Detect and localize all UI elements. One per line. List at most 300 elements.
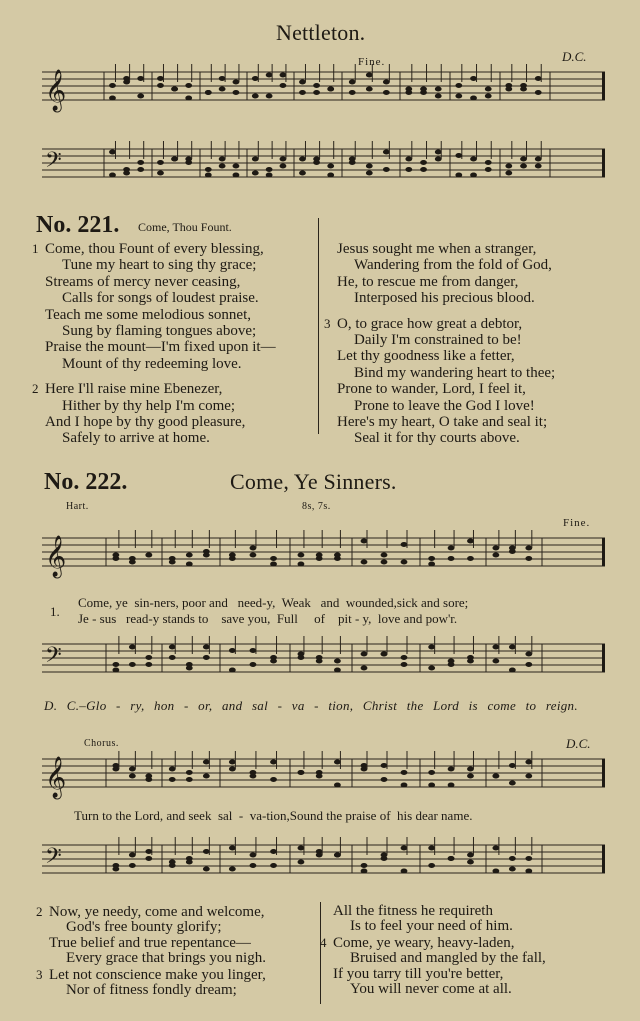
hymn-222-title: Come, Ye Sinners.: [230, 469, 397, 494]
verse-line: [326, 332, 555, 348]
note-head: [171, 87, 178, 92]
note-head: [298, 770, 305, 775]
note-head: [186, 666, 193, 671]
note-head: [233, 80, 240, 85]
hymn-222-lyric-line-1: Come, ye sin-ners, poor and need-y, Weak and wounded,sick and sore;: [78, 595, 469, 610]
hymn-222-bass-staff: [42, 640, 607, 690]
verse-text: Nor of fitness fondly dream;: [66, 982, 237, 999]
verse-line: [38, 936, 266, 951]
verse-text: All the fitness he requireth: [333, 903, 493, 919]
note-head: [145, 553, 152, 558]
verse-text: Calls for songs of loudest praise.: [62, 290, 259, 307]
note-head: [334, 783, 341, 788]
note-head: [492, 869, 499, 874]
verse-line: [322, 967, 546, 982]
note-head: [361, 863, 368, 868]
treble-clef-icon: 𝄞: [45, 757, 67, 797]
note-head: [401, 560, 408, 565]
note-head: [383, 90, 390, 95]
note-head: [492, 659, 499, 664]
note-head: [525, 869, 532, 874]
note-head: [298, 860, 305, 865]
note-head: [145, 662, 152, 667]
verse-text: Every grace that brings you nigh.: [66, 950, 266, 967]
verse-line: [38, 951, 266, 966]
final-barline: [602, 538, 605, 566]
note-head: [505, 171, 512, 176]
note-head: [435, 94, 442, 99]
note-head: [316, 556, 323, 561]
verse-line: [326, 381, 555, 397]
treble-clef-icon: 𝄞: [45, 70, 67, 110]
note-head: [109, 96, 116, 101]
note-head: [405, 90, 412, 95]
note-head: [250, 770, 257, 775]
verse-text: Safely to arrive at home.: [62, 430, 210, 447]
note-head: [401, 542, 408, 547]
note-head: [525, 652, 532, 657]
verse-line: [326, 348, 555, 364]
note-head: [405, 167, 412, 172]
note-head: [137, 167, 144, 172]
note-head: [361, 652, 368, 657]
note-head: [186, 777, 193, 782]
note-head: [171, 157, 178, 162]
note-head: [270, 655, 277, 660]
note-head: [169, 655, 176, 660]
verse-text: Prone to leave the God I love!: [354, 397, 535, 414]
note-head: [185, 83, 192, 88]
verse-line: [326, 274, 555, 290]
note-head: [535, 76, 542, 81]
note-head: [203, 760, 210, 765]
hymn-221-number: No. 221.: [36, 212, 120, 238]
note-head: [505, 87, 512, 92]
verse-line: [322, 951, 546, 966]
note-head: [361, 767, 368, 772]
verse-line: [326, 430, 555, 446]
note-head: [420, 167, 427, 172]
note-head: [137, 76, 144, 81]
note-head: [428, 863, 435, 868]
note-head: [428, 556, 435, 561]
note-head: [250, 662, 257, 667]
verse-line: [326, 316, 555, 332]
note-head: [219, 157, 226, 162]
note-head: [470, 157, 477, 162]
note-head: [203, 645, 210, 650]
note-head: [250, 553, 257, 558]
note-head: [250, 853, 257, 858]
verse-text: Here's my heart, O take and seal it;: [337, 414, 548, 431]
note-head: [229, 553, 236, 558]
fine-mark: Fine.: [358, 56, 386, 68]
hymn-221-right-column: [326, 241, 555, 447]
note-head: [366, 73, 373, 78]
note-head: [448, 546, 455, 551]
note-head: [467, 556, 474, 561]
note-head: [205, 173, 212, 178]
hymn-222-treble-staff: [42, 534, 607, 584]
note-head: [185, 96, 192, 101]
note-head: [535, 90, 542, 95]
verse-line: [322, 919, 546, 934]
verse-text: Interposed his precious blood.: [354, 290, 535, 307]
note-head: [467, 767, 474, 772]
stanza-number: 4: [320, 934, 327, 950]
note-head: [299, 80, 306, 85]
note-head: [366, 87, 373, 92]
note-head: [535, 157, 542, 162]
verse-line: [34, 414, 276, 430]
verse-text: And I hope by thy good pleasure,: [45, 414, 246, 431]
note-head: [233, 173, 240, 178]
note-head: [509, 763, 516, 768]
note-head: [270, 760, 277, 765]
column-divider: [320, 902, 321, 1004]
stanza-number: 1: [32, 241, 39, 256]
note-head: [401, 655, 408, 660]
note-head: [327, 173, 334, 178]
note-head: [266, 173, 273, 178]
note-head: [316, 853, 323, 858]
final-barline: [602, 759, 605, 787]
note-head: [334, 659, 341, 664]
note-head: [157, 76, 164, 81]
note-head: [492, 553, 499, 558]
verse-text: Sung by flaming tongues above;: [62, 323, 257, 340]
note-head: [229, 760, 236, 765]
column-divider: [318, 218, 319, 434]
note-head: [492, 846, 499, 851]
note-head: [219, 87, 226, 92]
note-head: [383, 150, 390, 155]
note-head: [270, 556, 277, 561]
hymn-222-number: No. 222.: [44, 469, 128, 495]
verse-text: Come, ye weary, heavy-laden,: [333, 934, 515, 951]
note-head: [229, 867, 236, 872]
treble-clef-icon: 𝄞: [45, 536, 67, 576]
verse-line: [38, 920, 266, 935]
note-head: [401, 770, 408, 775]
note-head: [123, 171, 130, 176]
nettleton-treble-staff: [42, 68, 607, 128]
note-head: [299, 90, 306, 95]
note-head: [509, 668, 516, 673]
note-head: [229, 846, 236, 851]
note-head: [525, 662, 532, 667]
note-head: [186, 553, 193, 558]
verse-text: Let not conscience make you linger,: [49, 966, 266, 983]
note-head: [455, 153, 462, 158]
verse-text: Here I'll raise mine Ebenezer,: [45, 381, 223, 398]
note-head: [112, 867, 119, 872]
note-head: [381, 853, 388, 858]
note-head: [448, 856, 455, 861]
note-head: [123, 80, 130, 85]
verse-text: If you tarry till you're better,: [333, 965, 504, 982]
note-head: [203, 849, 210, 854]
verse-text: O, to grace how great a debtor,: [337, 315, 523, 332]
note-head: [266, 94, 273, 99]
verse-text: Bind my wandering heart to thee;: [354, 364, 556, 381]
chorus-bass-staff: [42, 841, 607, 891]
note-head: [298, 846, 305, 851]
note-head: [485, 160, 492, 165]
note-head: [455, 94, 462, 99]
note-head: [129, 863, 136, 868]
note-head: [298, 655, 305, 660]
note-head: [266, 167, 273, 172]
note-head: [157, 83, 164, 88]
hymn-222-dc-lyric: D. C.–Glo - ry, hon - or, and sal - va - tion, Christ the Lord is come to reign.: [44, 698, 578, 713]
verse-line: [326, 257, 555, 273]
verse-line: [326, 241, 555, 257]
note-head: [252, 171, 259, 176]
bass-clef-icon: 𝄢: [45, 643, 62, 672]
note-head: [270, 863, 277, 868]
note-head: [252, 94, 259, 99]
note-head: [383, 80, 390, 85]
note-head: [229, 668, 236, 673]
verse-text: Mount of thy redeeming love.: [62, 355, 242, 372]
note-head: [349, 160, 356, 165]
verse-line: [38, 904, 266, 920]
note-head: [509, 867, 516, 872]
note-head: [145, 856, 152, 861]
note-head: [129, 774, 136, 779]
verse-text: Praise the mount—I'm fixed upon it—: [45, 339, 276, 356]
note-head: [470, 173, 477, 178]
verse-text: Seal it for thy courts above.: [354, 430, 520, 447]
note-head: [381, 652, 388, 657]
verse-line: [326, 290, 555, 306]
note-head: [535, 164, 542, 169]
note-head: [525, 774, 532, 779]
note-head: [299, 171, 306, 176]
final-barline: [602, 149, 605, 177]
nettleton-bass-staff: [42, 145, 607, 195]
note-head: [455, 83, 462, 88]
note-head: [129, 662, 136, 667]
note-head: [361, 539, 368, 544]
verse-text: Teach me some melodious sonnet,: [45, 306, 251, 323]
hymn-222-fine-mark: Fine.: [563, 517, 591, 529]
verse-line: [34, 398, 276, 414]
note-head: [334, 760, 341, 765]
note-head: [270, 777, 277, 782]
note-head: [313, 90, 320, 95]
note-head: [470, 76, 477, 81]
note-head: [383, 167, 390, 172]
note-head: [169, 560, 176, 565]
note-head: [525, 760, 532, 765]
note-head: [185, 157, 192, 162]
note-head: [270, 849, 277, 854]
note-head: [205, 90, 212, 95]
note-head: [334, 853, 341, 858]
hymn-221-subtitle: Come, Thou Fount.: [138, 220, 232, 234]
note-head: [186, 562, 193, 567]
hymn-222-right-column: [322, 904, 546, 997]
note-head: [366, 171, 373, 176]
note-head: [509, 856, 516, 861]
note-head: [313, 157, 320, 162]
note-head: [349, 90, 356, 95]
verse-line: [34, 323, 276, 339]
note-head: [401, 783, 408, 788]
note-head: [467, 659, 474, 664]
note-head: [401, 846, 408, 851]
stanza-number: 3: [324, 315, 331, 331]
verse-line: [34, 339, 276, 355]
note-head: [334, 556, 341, 561]
note-head: [428, 645, 435, 650]
verse-text: Prone to wander, Lord, I feel it,: [337, 381, 526, 398]
hymn-222-author: Hart.: [66, 501, 89, 512]
tune-title: Nettleton.: [276, 20, 366, 45]
note-head: [467, 860, 474, 865]
note-head: [169, 863, 176, 868]
note-head: [316, 774, 323, 779]
verse-line: [34, 241, 276, 257]
note-head: [109, 83, 116, 88]
note-head: [203, 774, 210, 779]
note-head: [233, 164, 240, 169]
note-head: [435, 150, 442, 155]
note-head: [298, 553, 305, 558]
hymn-222-stanza-number: 1.: [50, 604, 60, 619]
verse-text: True belief and true repentance—: [49, 934, 251, 951]
verse-text: Is to feel your need of him.: [350, 918, 513, 935]
note-head: [169, 777, 176, 782]
note-head: [109, 173, 116, 178]
note-head: [252, 76, 259, 81]
bass-clef-icon: 𝄢: [45, 844, 62, 873]
note-head: [492, 645, 499, 650]
note-head: [299, 157, 306, 162]
verse-line: [34, 430, 276, 446]
note-head: [525, 856, 532, 861]
note-head: [129, 645, 136, 650]
verse-text: Bruised and mangled by the fall,: [350, 950, 546, 967]
final-barline: [602, 845, 605, 873]
note-head: [203, 867, 210, 872]
note-head: [448, 783, 455, 788]
note-head: [435, 87, 442, 92]
note-head: [520, 157, 527, 162]
note-head: [219, 76, 226, 81]
dc-mark: D.C.: [562, 49, 587, 64]
verse-line: [34, 381, 276, 397]
note-head: [485, 167, 492, 172]
verse-line: [322, 982, 546, 997]
verse-line: [38, 967, 266, 983]
note-head: [298, 562, 305, 567]
note-head: [485, 94, 492, 99]
note-head: [485, 87, 492, 92]
note-head: [280, 164, 287, 169]
note-head: [250, 648, 257, 653]
note-head: [428, 783, 435, 788]
note-head: [401, 662, 408, 667]
note-head: [448, 556, 455, 561]
verse-line: [34, 274, 276, 290]
note-head: [428, 562, 435, 567]
note-head: [467, 853, 474, 858]
note-head: [186, 856, 193, 861]
hymn-222-lyric-line-2: Je - sus read-y stands to save you, Full of pit - y, love and pow'r.: [78, 611, 458, 626]
verse-line: [38, 983, 266, 998]
note-head: [420, 160, 427, 165]
note-head: [428, 846, 435, 851]
note-head: [145, 849, 152, 854]
note-head: [361, 869, 368, 874]
note-head: [280, 73, 287, 78]
note-head: [280, 157, 287, 162]
note-head: [270, 562, 277, 567]
note-head: [520, 164, 527, 169]
note-head: [381, 763, 388, 768]
note-head: [448, 662, 455, 667]
verse-text: God's free bounty glorify;: [66, 919, 222, 936]
final-barline: [602, 72, 605, 100]
note-head: [467, 539, 474, 544]
note-head: [327, 87, 334, 92]
note-head: [205, 167, 212, 172]
verse-text: Now, ye needy, come and welcome,: [49, 904, 265, 920]
verse-line: [326, 398, 555, 414]
chorus-dc-mark: D.C.: [566, 736, 591, 751]
verse-text: Wandering from the fold of God,: [354, 257, 552, 274]
note-head: [137, 160, 144, 165]
verse-line: [322, 935, 546, 951]
note-head: [169, 767, 176, 772]
note-head: [186, 770, 193, 775]
verse-text: You will never come at all.: [350, 981, 512, 998]
note-head: [203, 655, 210, 660]
chorus-treble-staff: [42, 755, 607, 805]
verse-line: [34, 257, 276, 273]
bass-clef-icon: 𝄢: [45, 148, 62, 177]
note-head: [233, 90, 240, 95]
note-head: [137, 94, 144, 99]
note-head: [316, 655, 323, 660]
note-head: [509, 549, 516, 554]
hymn-222-meter: 8s, 7s.: [302, 501, 331, 512]
note-head: [361, 666, 368, 671]
stanza-number: 3: [36, 966, 43, 982]
note-head: [405, 157, 412, 162]
note-head: [435, 157, 442, 162]
note-head: [401, 869, 408, 874]
note-head: [112, 668, 119, 673]
note-head: [145, 655, 152, 660]
verse-line: [34, 307, 276, 323]
note-head: [203, 549, 210, 554]
note-head: [509, 645, 516, 650]
final-barline: [602, 644, 605, 672]
note-head: [112, 662, 119, 667]
verse-text: Come, thou Fount of every blessing,: [45, 241, 264, 257]
verse-line: [34, 290, 276, 306]
note-head: [145, 774, 152, 779]
note-head: [219, 164, 226, 169]
note-head: [470, 96, 477, 101]
note-head: [109, 150, 116, 155]
note-head: [448, 767, 455, 772]
verse-text: Daily I'm constrained to be!: [354, 332, 522, 349]
